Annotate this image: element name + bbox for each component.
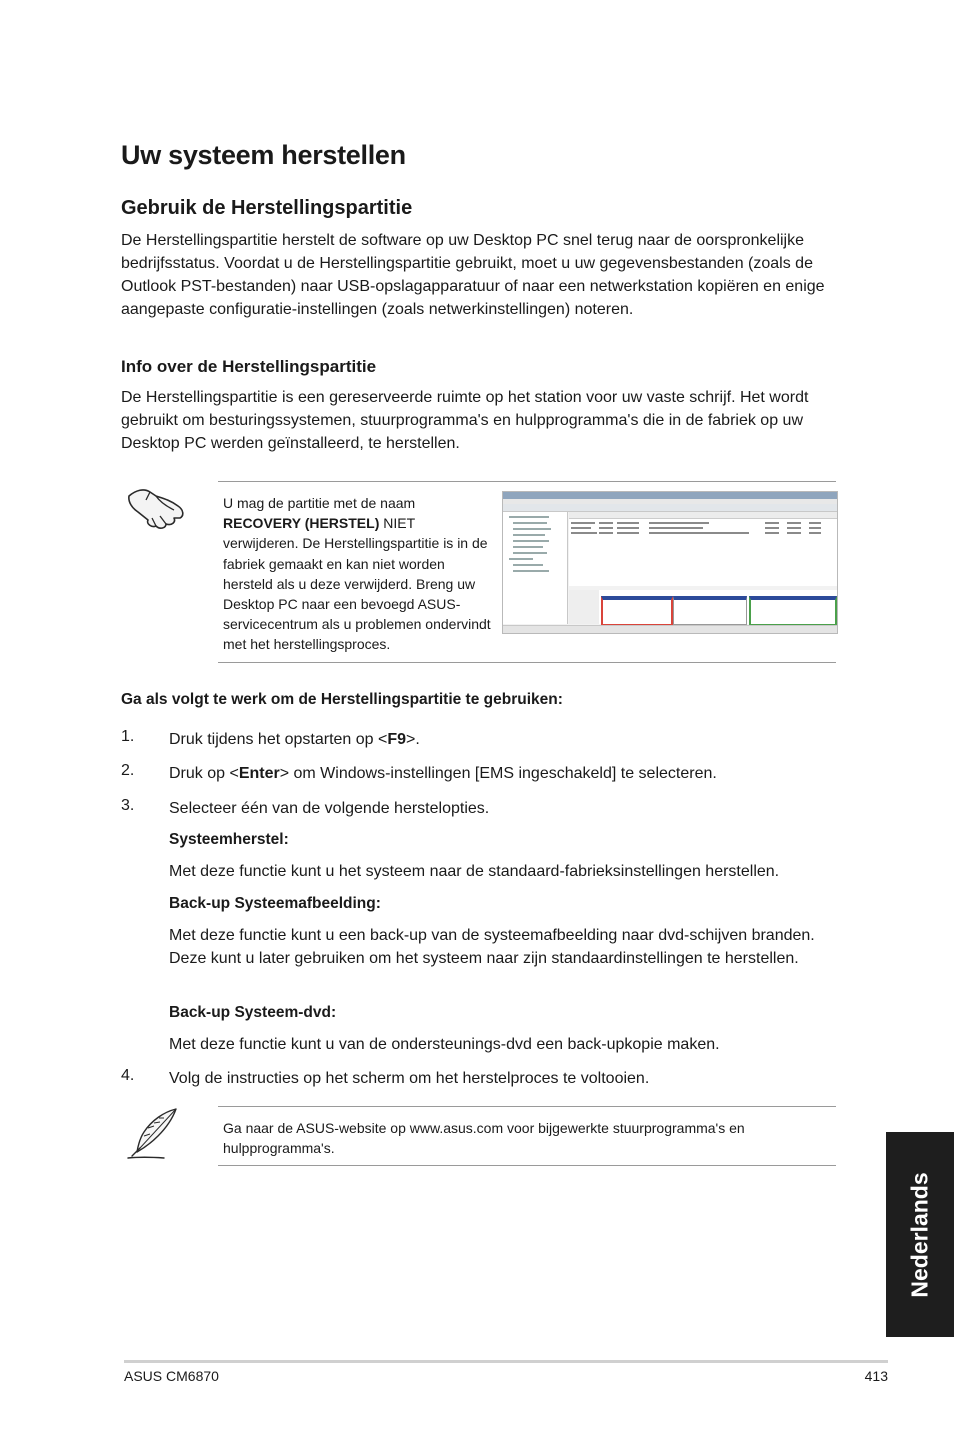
tip-bottom-rule <box>218 1165 836 1166</box>
footer-rule <box>124 1360 888 1363</box>
screenshot-titlebar <box>503 492 837 499</box>
screenshot-tree-pane <box>503 512 568 624</box>
screenshot-statusbar <box>503 625 837 634</box>
tip-top-rule <box>218 1106 836 1107</box>
language-side-tab <box>886 1132 954 1337</box>
steps-title: Ga als volgt te werk om de Herstellingspartitie te gebruiken: <box>121 691 563 708</box>
option-title: Back-up Systeem-dvd: <box>169 1004 337 1021</box>
subsection-title: Info over de Herstellingspartitie <box>121 357 377 376</box>
system-partition-block <box>673 596 747 625</box>
step-number: 4. <box>121 1067 135 1084</box>
disk-management-screenshot <box>502 491 838 634</box>
option-title: Back-up Systeemafbeelding: <box>169 895 381 912</box>
page-title: Uw systeem herstellen <box>121 140 406 170</box>
screenshot-disk-map <box>569 590 837 624</box>
step-4-text: Volg de instructies op het scherm om het herstelproces te voltooien. <box>169 1070 650 1087</box>
step-number: 2. <box>121 762 135 779</box>
step-1-before: Druk tijdens het opstarten op < <box>169 731 388 748</box>
footer-product: ASUS CM6870 <box>124 1368 219 1384</box>
tip-note-text: Ga naar de ASUS-website op www.asus.com voor bijgewerkte stuurprogramma's en hulpprogramma's. <box>223 1120 745 1157</box>
footer-page-number: 413 <box>864 1368 888 1384</box>
data-partition-block <box>749 596 837 626</box>
intro-paragraph: De Herstellingspartitie herstelt de software op uw Desktop PC snel terug naar de oorspronkelijke bedrijfsstatus. Voordat u de Herstellingspartitie gebruikt, moet u uw gegevensbestanden (zoals de Outlook PST-bestanden) naar USB-opslagapparatuur of naar een netwerkstation kopiëren en enige aangepaste configuratie-instellingen (zoals netwerkinstellingen) noteren. <box>121 232 825 318</box>
hand-pointing-icon <box>126 482 188 532</box>
warning-note-text <box>223 493 493 655</box>
step-2-text <box>169 762 834 785</box>
recovery-partition-block <box>601 596 673 626</box>
option-description: Met deze functie kunt u het systeem naar de standaard-fabrieksinstellingen herstellen. <box>169 863 780 880</box>
step-3-text: Selecteer één van de volgende herstelopties. <box>169 800 490 817</box>
note-bottom-rule <box>218 662 836 663</box>
section-title: Gebruik de Herstellingspartitie <box>121 197 413 219</box>
language-label: Nederlands <box>906 1171 933 1298</box>
note-top-rule <box>218 481 836 482</box>
option-title: Systeemherstel: <box>169 831 289 848</box>
feather-pen-icon <box>124 1106 180 1162</box>
screenshot-toolbar <box>503 504 837 512</box>
step-number: 1. <box>121 728 135 745</box>
step-2-before: Druk op < <box>169 765 239 782</box>
warning-text-before: U mag de partitie met de naam <box>223 495 416 511</box>
step-number: 3. <box>121 797 135 814</box>
step-2-after: > om Windows-instellingen [EMS ingeschakeld] te selecteren. <box>279 765 717 782</box>
step-1-text <box>169 728 834 751</box>
key-f9: F9 <box>387 731 407 748</box>
option-description: Met deze functie kunt u van de ondersteunings-dvd een back-upkopie maken. <box>169 1036 720 1053</box>
subsection-paragraph: De Herstellingspartitie is een gereserveerde ruimte op het station voor uw vaste schrijf. Het wordt gebruikt om besturingssystemen, stuurprogramma's en hulpprogramma's die in de fabriek op uw Desktop PC werden geïnstalleerd, te herstellen. <box>121 389 809 452</box>
option-description: Met deze functie kunt u een back-up van de systeemafbeelding naar dvd-schijven branden. Deze kunt u later gebruiken om het systeem naar zijn standaardinstellingen te herstellen. <box>169 927 815 967</box>
key-enter: Enter <box>238 765 280 782</box>
warning-text-bold: RECOVERY (HERSTEL) <box>223 515 380 532</box>
step-1-after: >. <box>406 731 420 748</box>
screenshot-volume-list <box>569 512 837 586</box>
warning-text-after: NIET verwijderen. De Herstellingspartitie is in de fabriek gemaakt en kan niet worden hersteld als u deze verwijderd. Breng uw Desktop PC naar een bevoegd ASUS-servicecentrum als u problemen ondervindt met het herstellingsproces. <box>223 515 491 653</box>
